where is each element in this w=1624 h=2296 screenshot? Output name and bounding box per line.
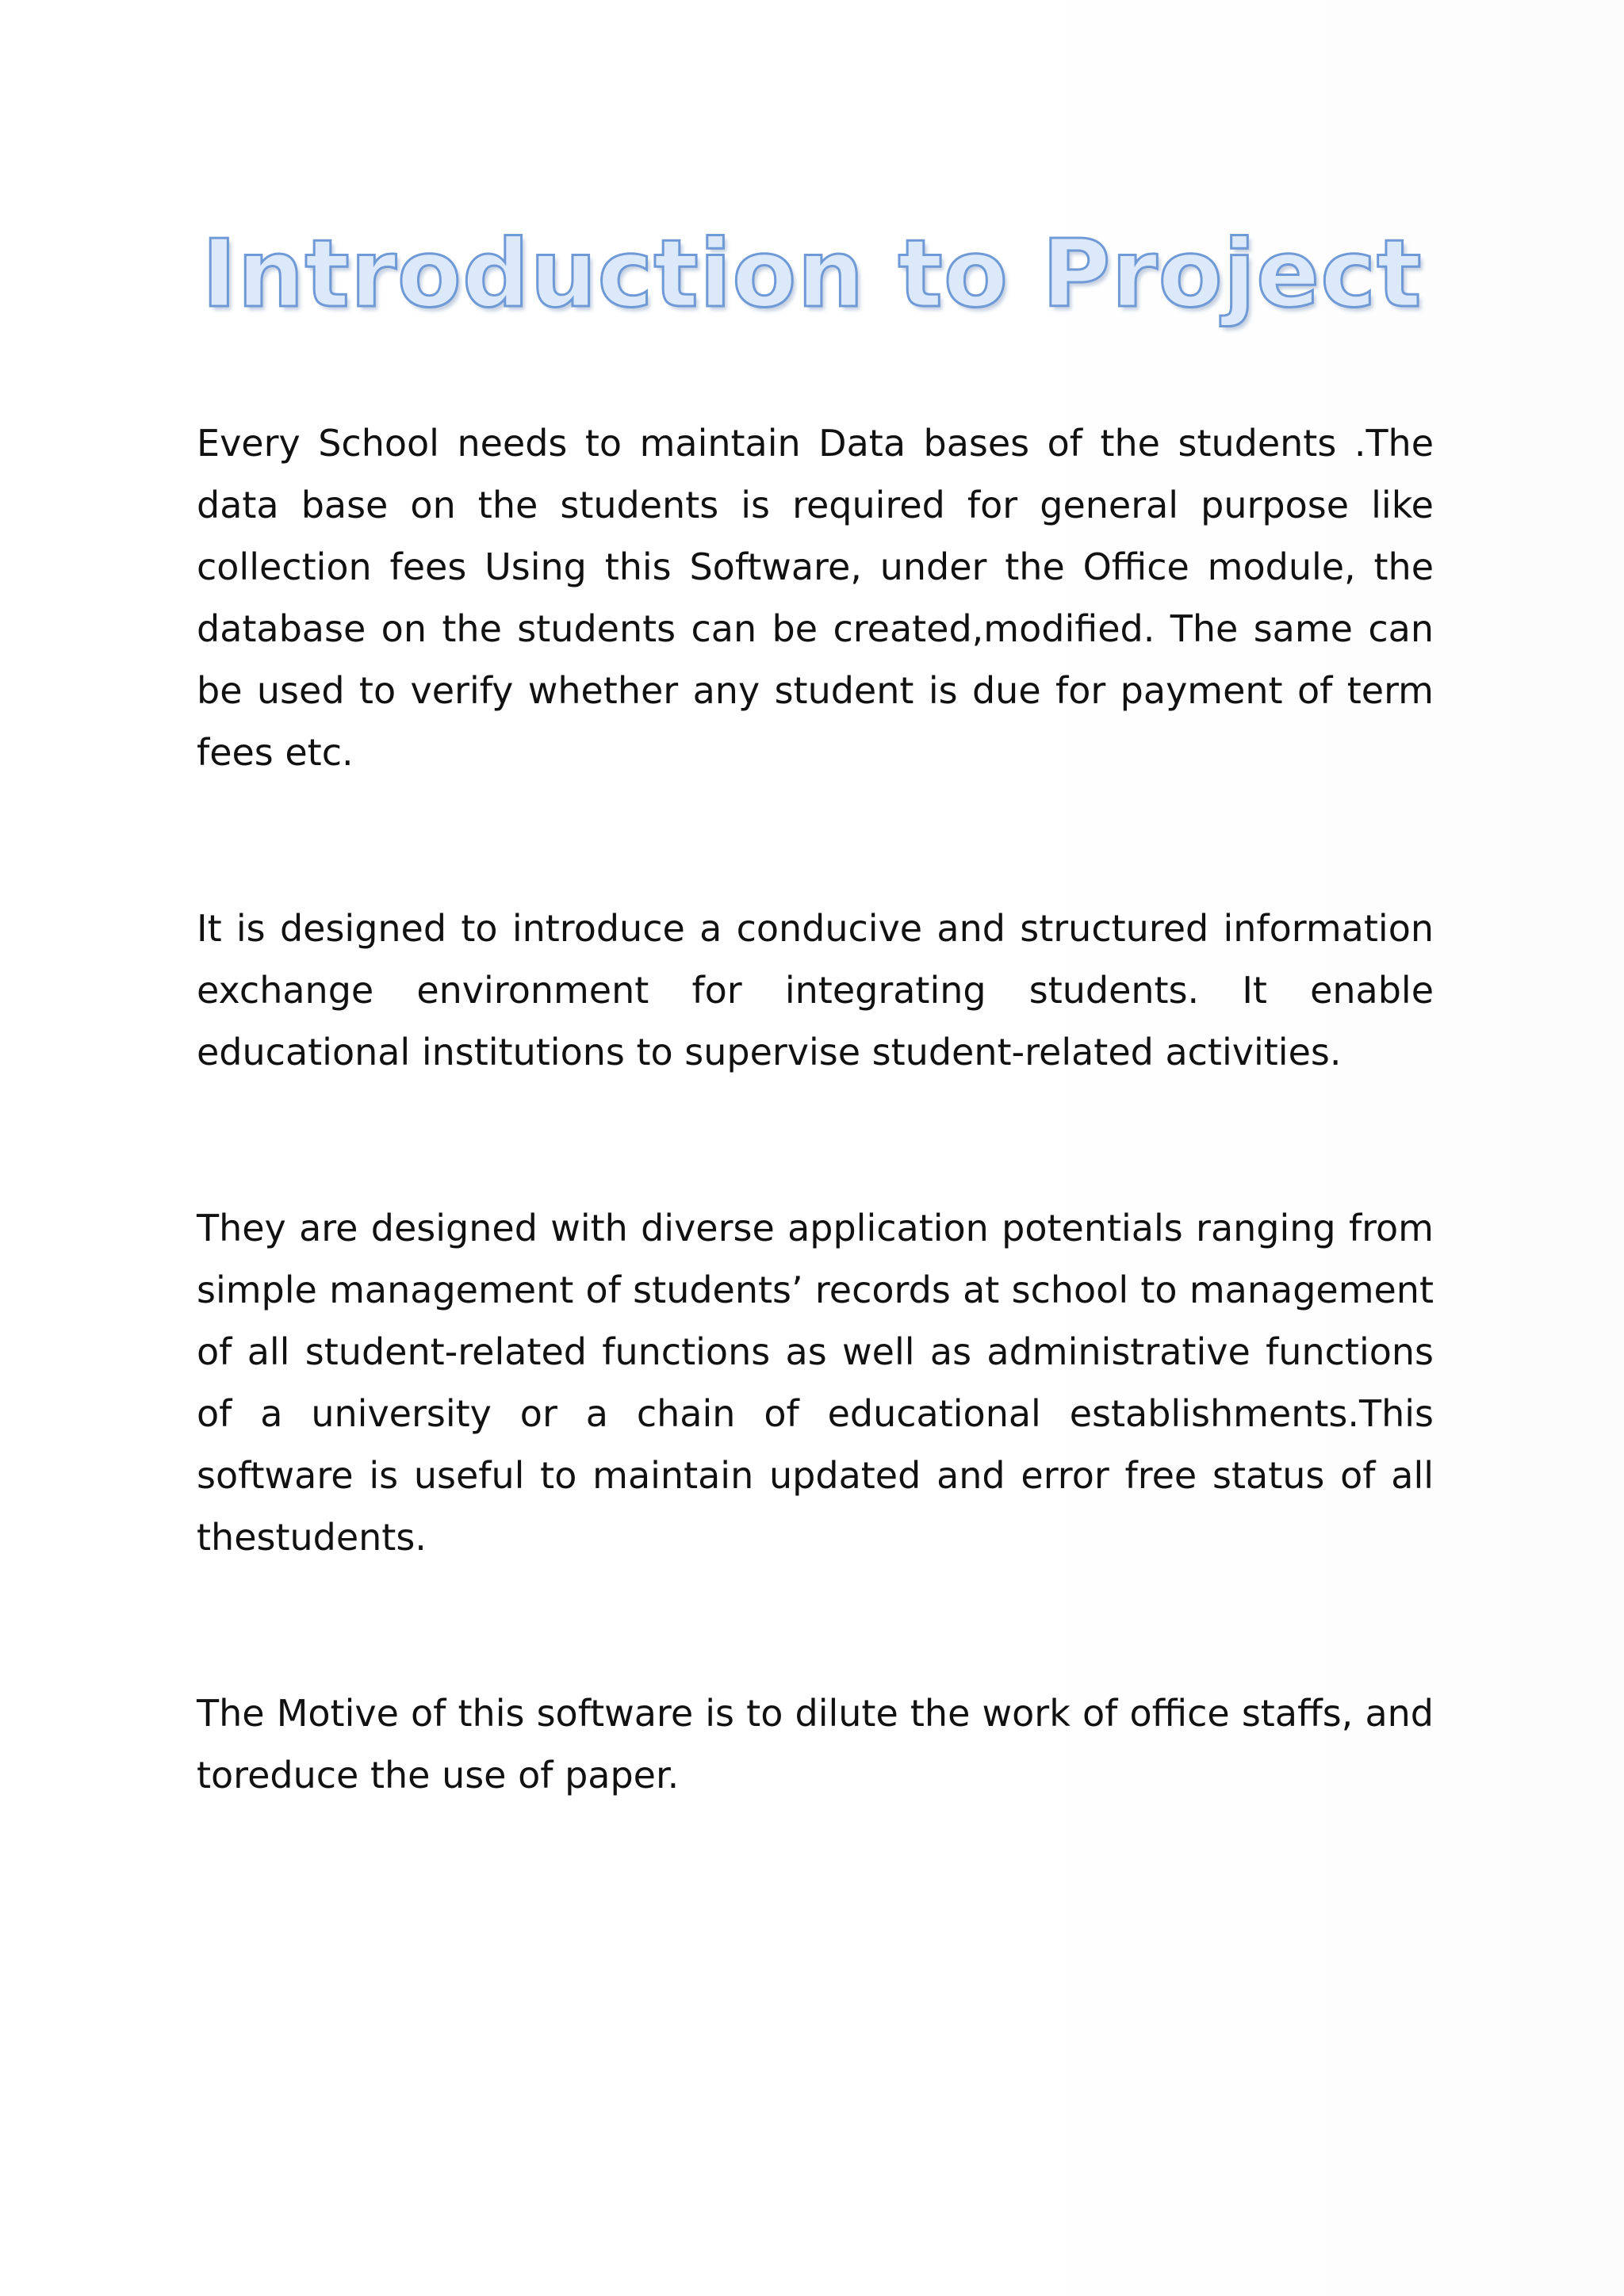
paragraph-application-potentials: They are designed with diverse application potentials ranging from simple management of students’ records at school to management of all student-related functions as well as administrative functions of a university or a chain of educational establishments.This software is useful to maintain updated and error free status of all thestudents. [197, 1207, 1434, 1559]
paragraph-information-exchange: It is designed to introduce a conducive and structured information exchange environment for integrating students. It enable educational institutions to supervise student-related activities. [197, 907, 1434, 1073]
body-text [197, 412, 1434, 1806]
page-title: Introduction to Project [201, 219, 1423, 328]
paragraph-database-purpose: Every School needs to maintain Data bases of the students .The data base on the students is required for general purpose like collection fees Using this Software, under the Office module, the database on the students can be created,modified. The same can be used to verify whether any student is due for payment of term fees etc. [197, 422, 1434, 774]
paragraph-software-motive: The Motive of this software is to dilute the work of office staffs, and toreduce the use of paper. [197, 1692, 1434, 1797]
